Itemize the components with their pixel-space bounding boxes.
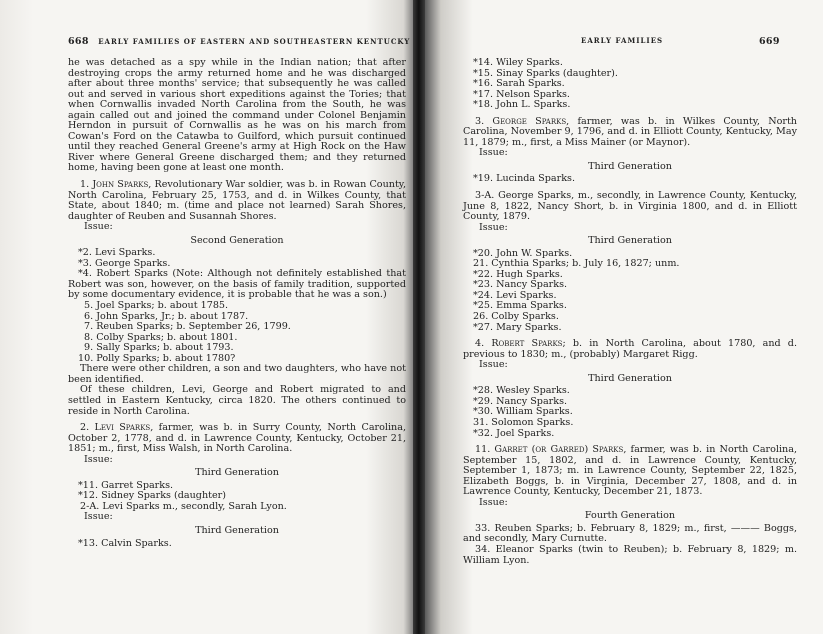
list-item: *28. Wesley Sparks.	[473, 385, 570, 397]
entry-number: 1.	[80, 179, 90, 191]
note-paragraph: There were other children, a son and two daughters, who have not been identified.	[68, 363, 406, 385]
issue-label: Issue:	[479, 147, 508, 159]
issue-label: Issue:	[84, 221, 113, 233]
list-item: 21. Cynthia Sparks; b. July 16, 1827; unm.	[473, 258, 680, 270]
list-item: 2-A. Levi Sparks m., secondly, Sarah Lyon.	[80, 500, 287, 512]
right-page	[425, 0, 823, 634]
list-item: 7. Reuben Sparks; b. September 26, 1799.	[84, 321, 291, 333]
entry-name: George Sparks	[492, 115, 567, 127]
list-item: 33. Reuben Sparks; b. February 8, 1829; m., first, ——— Boggs, and secondly, Mary Curnutte.	[463, 522, 797, 545]
entry-text: , farmer, was b. in Wilkes County, North Carolina, November 9, 1796, and d. in Elliott County, Kentucky, May 11, 1879; m., first, a Miss Mainer (or Maynor).	[463, 115, 797, 148]
right-text-column	[463, 58, 797, 566]
list-item: *22. Hugh Sparks.	[473, 268, 563, 280]
list-item: *29. Nancy Sparks.	[473, 395, 568, 407]
note-paragraph: Of these children, Levi, George and Robert migrated to and settled in Eastern Kentucky, circa 1820. The others continued to reside in North Carolina.	[68, 384, 406, 417]
intro-paragraph: he was detached as a spy while in the Indian nation; that after destroying crops the army returned home and he was discharged after about three months' service; that subsequently he was called out and served in various short expeditions against the Tories; that when Cornwallis invaded North Carolina from the South, he was again called out and joined the command under Colonel Benjamin Herndon in pursuit of Cornwallis as he was on his march from Cowan's Ford on the Catawba to Guilford, which pursuit continued until they reached General Greene's army at High Rock on the Haw River where General Greene discharged them; and they returned home, having been gone at least one month.	[68, 57, 406, 174]
list-item: *25. Emma Sparks.	[473, 300, 567, 312]
entry-number: 2.	[80, 422, 90, 434]
generation-heading: Third Generation	[195, 524, 279, 536]
list-item: 5. Joel Sparks; b. about 1785.	[84, 300, 229, 312]
entry-2	[68, 423, 406, 455]
generation-heading: Third Generation	[588, 372, 672, 384]
entry-4	[463, 339, 797, 360]
list-item: *16. Sarah Sparks.	[473, 78, 565, 90]
list-item: *20. John W. Sparks.	[473, 247, 573, 259]
generation-heading: Third Generation	[588, 235, 672, 247]
issue-label: Issue:	[479, 496, 508, 508]
list-item: *15. Sinay Sparks (daughter).	[473, 67, 618, 79]
page-number: 668	[68, 36, 89, 47]
left-text-column	[68, 58, 406, 549]
issue-label: Issue:	[84, 511, 113, 523]
list-item: *24. Levi Sparks.	[473, 289, 557, 301]
entry-number: 3.	[475, 115, 485, 127]
entry-number: 4.	[475, 338, 485, 350]
entry-name: Levi Sparks	[94, 422, 151, 434]
list-item: *19. Lucinda Sparks.	[473, 173, 575, 185]
issue-label: Issue:	[84, 453, 113, 465]
generation-heading: Fourth Generation	[584, 510, 676, 522]
list-item: *14. Wiley Sparks.	[473, 57, 563, 68]
list-item: 31. Solomon Sparks.	[473, 416, 574, 428]
list-item: 10. Polly Sparks; b. about 1780?	[78, 352, 236, 364]
generation-heading: Third Generation	[195, 467, 279, 479]
list-item: 9. Sally Sparks; b. about 1793.	[84, 342, 234, 354]
list-item: 6. John Sparks, Jr.; b. about 1787.	[84, 310, 249, 322]
entry-name: John Sparks	[92, 179, 149, 191]
list-item: *4. Robert Sparks (Note: Although not definitely established that Robert was son, however, on the basis of family tradition, supported by some documentary evidence, it is probable that he was a son.)	[68, 268, 406, 301]
generation-heading: Third Generation	[588, 160, 672, 172]
list-item: 8. Colby Sparks; b. about 1801.	[84, 331, 238, 343]
running-header: EARLY FAMILIES	[581, 36, 664, 45]
page-number: 669	[759, 36, 780, 47]
entry-text: , farmer, was b. in North Carolina, September 15, 1802, and d. in Lawrence County, Kentucky, September 1, 1873; m. in Lawrence County, September 22, 1825, Elizabeth Boggs, b. in Virginia, December 27, 1808, and d. in Lawrence County, Kentucky, December 21, 1873.	[463, 444, 797, 498]
list-item: 26. Colby Sparks.	[473, 311, 559, 323]
entry-text: ; b. in North Carolina, about 1780, and d. previous to 1830; m., (probably) Margaret Rigg.	[463, 338, 797, 360]
entry-1	[68, 180, 406, 222]
issue-label: Issue:	[479, 359, 508, 371]
entry-number: 11.	[475, 444, 491, 456]
list-item: *13. Calvin Sparks.	[78, 537, 172, 549]
running-header: EARLY FAMILIES OF EASTERN AND SOUTHEASTERN KENTUCKY	[98, 37, 411, 46]
entry-3	[463, 117, 797, 149]
list-item: *17. Nelson Sparks.	[473, 88, 570, 100]
entry-3a: 3-A. George Sparks, m., secondly, in Lawrence County, Kentucky, June 8, 1822, Nancy Short, b. in Virginia 1800, and d. in Elliott County, 1879.	[463, 190, 797, 223]
list-item: *12. Sidney Sparks (daughter)	[78, 490, 226, 502]
list-item: *11. Garret Sparks.	[78, 479, 174, 491]
entry-text: , farmer, was b. in Surry County, North Carolina, October 2, 1778, and d. in Lawrence County, Kentucky, October 21, 1851; m., first, Miss Walsh, in North Carolina.	[68, 422, 407, 455]
entry-11	[463, 445, 797, 498]
generation-heading: Second Generation	[190, 234, 284, 246]
right-page-number-wrap	[759, 36, 780, 47]
entry-name: Robert Sparks	[491, 338, 563, 350]
list-item: *2. Levi Sparks.	[78, 247, 156, 259]
list-item: *32. Joel Sparks.	[473, 427, 555, 439]
issue-label: Issue:	[479, 221, 508, 233]
list-item: *30. William Sparks.	[473, 406, 573, 418]
left-running-head	[68, 36, 410, 47]
list-item: 34. Eleanor Sparks (twin to Reuben); b. February 8, 1829; m. William Lyon.	[463, 543, 797, 566]
entry-text: , Revolutionary War soldier, was b. in Rowan County, North Carolina, February 25, 1753, and d. in Wilkes County, that State, about 1840; m. (time and place not learned) Sarah Shores, daughter of Reuben and Susannah Shores.	[68, 179, 406, 222]
list-item: *3. George Sparks.	[78, 257, 171, 269]
list-item: *23. Nancy Sparks.	[473, 279, 568, 291]
entry-name: Garret (or Garred) Sparks	[494, 444, 624, 456]
list-item: *27. Mary Sparks.	[473, 321, 562, 333]
list-item: *18. John L. Sparks.	[473, 99, 571, 111]
right-running-head	[581, 36, 663, 46]
